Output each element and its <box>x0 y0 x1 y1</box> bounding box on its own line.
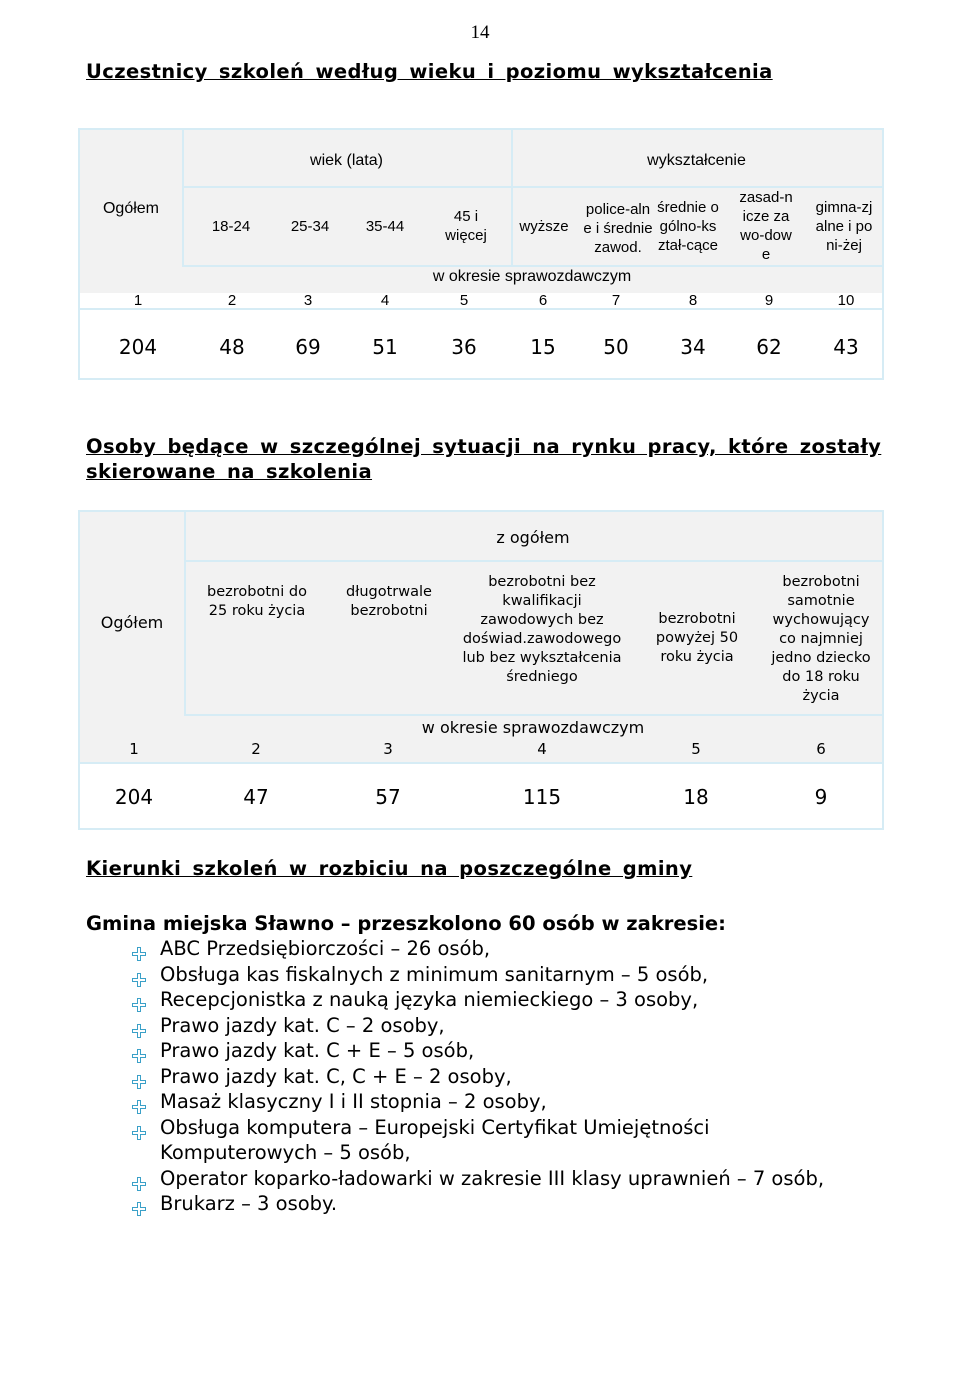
cross-bullet-icon <box>132 993 146 1007</box>
table-value: 51 <box>372 334 398 359</box>
column-number: 6 <box>538 291 548 309</box>
header-edu-vocational: zasad-nicze zawo-dowe <box>739 189 793 263</box>
header-edu-post-secondary: police-alne i średnie zawod. <box>583 200 653 256</box>
header-edu-higher: wyższe <box>519 217 569 235</box>
cross-bullet-icon <box>132 1070 146 1084</box>
list-item: Obsługa kas fiskalnych z minimum sanitarnym – 5 osób, <box>128 962 848 988</box>
table-value: 204 <box>118 334 158 359</box>
course-list <box>128 936 848 1217</box>
column-number: 3 <box>303 291 313 309</box>
column-number: 6 <box>816 739 826 758</box>
header-under-25: bezrobotni do 25 roku życia <box>207 584 307 619</box>
table-value: 9 <box>814 784 828 809</box>
header-edu-lower-secondary: gimna-zjalne i poni-żej <box>815 198 873 254</box>
column-number: 2 <box>227 291 237 309</box>
header-age-25-34: 25-34 <box>290 217 330 235</box>
list-item: Recepcjonistka z nauką języka niemieckiego – 3 osoby, <box>128 987 848 1013</box>
column-number: 2 <box>251 739 261 758</box>
cross-bullet-icon <box>132 942 146 956</box>
cross-bullet-icon <box>132 1019 146 1033</box>
list-item: Prawo jazdy kat. C + E – 5 osób, <box>128 1038 848 1064</box>
list-item: Prawo jazdy kat. C, C + E – 2 osoby, <box>128 1064 848 1090</box>
table-value: 15 <box>530 334 556 359</box>
cross-bullet-icon <box>132 968 146 982</box>
gmina-heading: Gmina miejska Sławno – przeszkolono 60 osób w zakresie: <box>86 912 726 935</box>
column-number: 4 <box>537 739 547 758</box>
list-item: ABC Przedsiębiorczości – 26 osób, <box>128 936 848 962</box>
cross-bullet-icon <box>132 1044 146 1058</box>
table-value: 115 <box>522 784 562 809</box>
table-value: 18 <box>683 784 709 809</box>
table-value: 47 <box>243 784 269 809</box>
column-number: 1 <box>133 291 143 309</box>
period-label: w okresie sprawozdawczym <box>432 267 632 285</box>
header-total: Ogółem <box>102 199 160 217</box>
column-number: 4 <box>380 291 390 309</box>
cross-bullet-icon <box>132 1197 146 1211</box>
column-number: 1 <box>129 739 139 758</box>
header-total: Ogółem <box>100 612 164 632</box>
list-item: Brukarz – 3 osoby. <box>128 1191 848 1217</box>
column-number: 8 <box>688 291 698 309</box>
table-value: 204 <box>114 784 154 809</box>
header-age-18-24: 18-24 <box>211 217 251 235</box>
section-title-participants: Uczestnicy szkoleń według wieku i poziomu wykształcenia <box>86 60 773 83</box>
header-age-35-44: 35-44 <box>365 217 405 235</box>
header-education-group: wykształcenie <box>647 151 746 169</box>
header-age-group: wiek (lata) <box>310 151 383 169</box>
list-item: Obsługa komputera – Europejski Certyfikat Umiejętności Komputerowych – 5 osób, <box>128 1115 848 1166</box>
column-number: 5 <box>691 739 701 758</box>
list-item: Prawo jazdy kat. C – 2 osoby, <box>128 1013 848 1039</box>
header-group: z ogółem <box>496 527 570 547</box>
list-item: Operator koparko-ładowarki w zakresie III klasy uprawnień – 7 osób, <box>128 1166 848 1192</box>
column-number: 7 <box>611 291 621 309</box>
list-item: Masaż klasyczny I i II stopnia – 2 osoby, <box>128 1089 848 1115</box>
header-over-50: bezrobotni powyżej 50 roku życia <box>655 610 739 665</box>
column-number: 5 <box>459 291 469 309</box>
section-title-special-situation: Osoby będące w szczególnej sytuacji na rynku pracy, które zostały skierowane na szkolenia <box>86 435 882 483</box>
table-special-situation <box>78 510 884 830</box>
table-value: 34 <box>680 334 706 359</box>
cross-bullet-icon <box>132 1172 146 1186</box>
table-value: 36 <box>451 334 477 359</box>
header-single-parents: bezrobotni samotnie wychowujący co najmniej jedno dziecko do 18 roku życia <box>771 573 871 704</box>
column-number: 10 <box>837 291 855 309</box>
column-number: 9 <box>764 291 774 309</box>
section-title-courses: Kierunki szkoleń w rozbiciu na poszczególne gminy <box>86 857 693 880</box>
page-number: 14 <box>470 22 490 43</box>
period-label: w okresie sprawozdawczym <box>421 717 645 737</box>
table-value: 57 <box>375 784 401 809</box>
table-value: 48 <box>219 334 245 359</box>
cross-bullet-icon <box>132 1121 146 1135</box>
table-value: 50 <box>603 334 629 359</box>
header-age-45-plus: 45 i więcej <box>445 208 487 244</box>
table-age-education <box>78 128 884 380</box>
header-edu-secondary-general: średnie ogólno-kształ-cące <box>657 198 719 254</box>
header-long-term: długotrwale bezrobotni <box>346 584 432 619</box>
table-value: 62 <box>756 334 782 359</box>
column-number: 3 <box>383 739 393 758</box>
grid-line <box>80 762 882 764</box>
table-value: 43 <box>833 334 859 359</box>
header-no-qualifications: bezrobotni bez kwalifikacji zawodowych bez doświad.zawodowego lub bez wykształcenia średniego <box>462 574 622 685</box>
table-value: 69 <box>295 334 321 359</box>
cross-bullet-icon <box>132 1095 146 1109</box>
